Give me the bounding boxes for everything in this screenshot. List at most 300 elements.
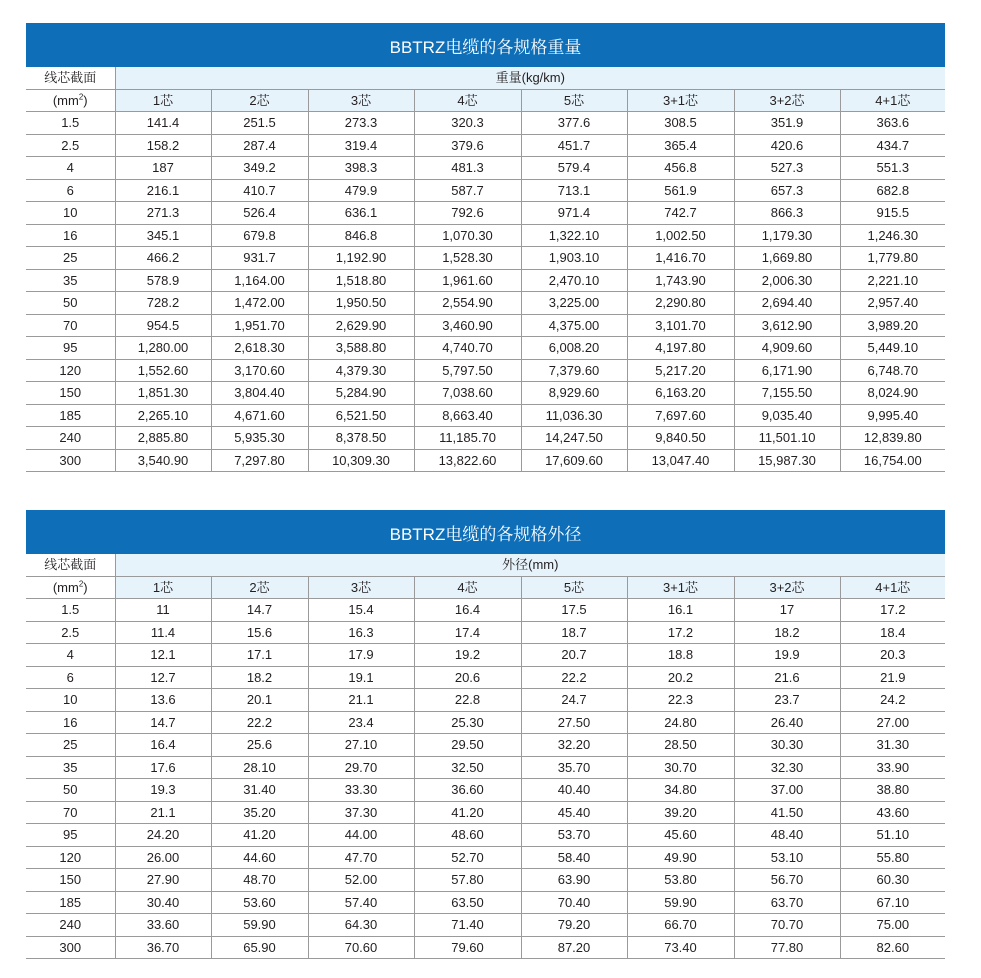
- column-header: 1芯: [115, 89, 211, 112]
- table-cell: 187: [115, 157, 211, 180]
- table-cell: 1,518.80: [308, 269, 414, 292]
- table-row: [26, 666, 945, 689]
- row-section-cell: 10: [26, 689, 115, 712]
- row-section-cell: 50: [26, 292, 115, 315]
- table-cell: 2,694.40: [734, 292, 840, 315]
- row-section-cell: 300: [26, 936, 115, 959]
- table-cell: 4,740.70: [414, 337, 521, 360]
- table-cell: 6,163.20: [627, 382, 734, 405]
- table-cell: 13,822.60: [414, 449, 521, 472]
- table-cell: 35.70: [521, 756, 627, 779]
- table-cell: 11,185.70: [414, 427, 521, 450]
- table-cell: 22.2: [521, 666, 627, 689]
- header-row: [26, 554, 945, 576]
- table-cell: 27.50: [521, 711, 627, 734]
- row-section-cell: 50: [26, 779, 115, 802]
- table-cell: 16.1: [627, 599, 734, 622]
- table-cell: 22.3: [627, 689, 734, 712]
- table-cell: 5,217.20: [627, 359, 734, 382]
- column-header: 3芯: [308, 576, 414, 599]
- table-cell: 41.50: [734, 801, 840, 824]
- table-cell: 578.9: [115, 269, 211, 292]
- row-section-cell: 4: [26, 644, 115, 667]
- table-cell: 2,221.10: [840, 269, 945, 292]
- table-cell: 713.1: [521, 179, 627, 202]
- table-cell: 45.60: [627, 824, 734, 847]
- table-cell: 7,297.80: [211, 449, 308, 472]
- table-cell: 479.9: [308, 179, 414, 202]
- table-cell: 71.40: [414, 914, 521, 937]
- table-cell: 26.40: [734, 711, 840, 734]
- table-cell: 3,101.70: [627, 314, 734, 337]
- table-cell: 31.40: [211, 779, 308, 802]
- table-cell: 3,540.90: [115, 449, 211, 472]
- table-row: [26, 292, 945, 315]
- table-cell: 23.4: [308, 711, 414, 734]
- diameter-table-section: [26, 510, 945, 959]
- table-row: [26, 936, 945, 959]
- table-cell: 28.10: [211, 756, 308, 779]
- table-cell: 158.2: [115, 134, 211, 157]
- table-cell: 16.3: [308, 621, 414, 644]
- weight-table-body: [26, 67, 945, 472]
- table-cell: 17.2: [840, 599, 945, 622]
- table-row: [26, 711, 945, 734]
- row-section-cell: 240: [26, 914, 115, 937]
- table-row: [26, 179, 945, 202]
- table-cell: 1,851.30: [115, 382, 211, 405]
- table-cell: 915.5: [840, 202, 945, 225]
- table-row: [26, 449, 945, 472]
- table-cell: 59.90: [627, 891, 734, 914]
- table-cell: 53.70: [521, 824, 627, 847]
- table-cell: 742.7: [627, 202, 734, 225]
- table-cell: 1,552.60: [115, 359, 211, 382]
- table-cell: 19.2: [414, 644, 521, 667]
- table-cell: 14.7: [211, 599, 308, 622]
- table-cell: 12.7: [115, 666, 211, 689]
- table-row: [26, 134, 945, 157]
- table-cell: 679.8: [211, 224, 308, 247]
- table-cell: 20.3: [840, 644, 945, 667]
- table-cell: 52.70: [414, 846, 521, 869]
- table-cell: 18.8: [627, 644, 734, 667]
- table-cell: 2,265.10: [115, 404, 211, 427]
- table-cell: 6,748.70: [840, 359, 945, 382]
- table-cell: 17.2: [627, 621, 734, 644]
- column-header-row: [26, 576, 945, 599]
- row-section-cell: 35: [26, 269, 115, 292]
- table-cell: 22.8: [414, 689, 521, 712]
- column-header: 4+1芯: [840, 89, 945, 112]
- diameter-table: [26, 554, 945, 959]
- table-cell: 1,961.60: [414, 269, 521, 292]
- diameter-table-body: [26, 554, 945, 959]
- table-cell: 4,671.60: [211, 404, 308, 427]
- table-cell: 11.4: [115, 621, 211, 644]
- table-row: [26, 247, 945, 270]
- table-row: [26, 756, 945, 779]
- table-cell: 141.4: [115, 112, 211, 135]
- table-cell: 1,950.50: [308, 292, 414, 315]
- table-cell: 4,197.80: [627, 337, 734, 360]
- row-section-cell: 16: [26, 224, 115, 247]
- table-cell: 32.50: [414, 756, 521, 779]
- table-cell: 846.8: [308, 224, 414, 247]
- table-cell: 66.70: [627, 914, 734, 937]
- table-cell: 526.4: [211, 202, 308, 225]
- column-header: 3+1芯: [627, 89, 734, 112]
- table-cell: 18.2: [211, 666, 308, 689]
- table-cell: 12,839.80: [840, 427, 945, 450]
- table-cell: 2,006.30: [734, 269, 840, 292]
- table-cell: 1,416.70: [627, 247, 734, 270]
- table-cell: 1,779.80: [840, 247, 945, 270]
- table-cell: 18.7: [521, 621, 627, 644]
- table-cell: 63.50: [414, 891, 521, 914]
- table-cell: 27.90: [115, 869, 211, 892]
- table-cell: 18.2: [734, 621, 840, 644]
- table-cell: 9,035.40: [734, 404, 840, 427]
- table-cell: 75.00: [840, 914, 945, 937]
- unit-superscript: 2: [78, 92, 84, 102]
- table-cell: 43.60: [840, 801, 945, 824]
- table-cell: 17.4: [414, 621, 521, 644]
- table-cell: 53.60: [211, 891, 308, 914]
- table-cell: 1,192.90: [308, 247, 414, 270]
- group-header: 重量(kg/km): [115, 67, 945, 89]
- table-row: [26, 644, 945, 667]
- row-section-cell: 185: [26, 404, 115, 427]
- unit-prefix: (mm: [52, 92, 79, 108]
- row-section-cell: 1.5: [26, 112, 115, 135]
- table-cell: 41.20: [414, 801, 521, 824]
- table-cell: 24.20: [115, 824, 211, 847]
- row-section-cell: 70: [26, 801, 115, 824]
- table-cell: 4,375.00: [521, 314, 627, 337]
- table-cell: 7,379.60: [521, 359, 627, 382]
- table-cell: 60.30: [840, 869, 945, 892]
- table-cell: 38.80: [840, 779, 945, 802]
- table-cell: 23.7: [734, 689, 840, 712]
- table-cell: 55.80: [840, 846, 945, 869]
- table-cell: 2,290.80: [627, 292, 734, 315]
- table-cell: 57.80: [414, 869, 521, 892]
- table-cell: 26.00: [115, 846, 211, 869]
- table-cell: 17.6: [115, 756, 211, 779]
- table-cell: 65.90: [211, 936, 308, 959]
- table-cell: 44.00: [308, 824, 414, 847]
- table-cell: 45.40: [521, 801, 627, 824]
- table-cell: 73.40: [627, 936, 734, 959]
- table-cell: 682.8: [840, 179, 945, 202]
- table-cell: 3,170.60: [211, 359, 308, 382]
- table-cell: 8,024.90: [840, 382, 945, 405]
- column-header: 2芯: [211, 89, 308, 112]
- table-cell: 56.70: [734, 869, 840, 892]
- table-cell: 9,840.50: [627, 427, 734, 450]
- table-row: [26, 269, 945, 292]
- table-cell: 1,743.90: [627, 269, 734, 292]
- table-cell: 77.80: [734, 936, 840, 959]
- table-cell: 48.40: [734, 824, 840, 847]
- table-cell: 954.5: [115, 314, 211, 337]
- table-cell: 587.7: [414, 179, 521, 202]
- table-cell: 728.2: [115, 292, 211, 315]
- table-cell: 79.20: [521, 914, 627, 937]
- table-cell: 17.9: [308, 644, 414, 667]
- table-cell: 21.1: [115, 801, 211, 824]
- column-header: 3+2芯: [734, 576, 840, 599]
- table-cell: 14.7: [115, 711, 211, 734]
- table-cell: 11: [115, 599, 211, 622]
- table-cell: 63.90: [521, 869, 627, 892]
- table-cell: 4,909.60: [734, 337, 840, 360]
- table-cell: 363.6: [840, 112, 945, 135]
- column-header-row: [26, 89, 945, 112]
- table-cell: 434.7: [840, 134, 945, 157]
- table-row: [26, 112, 945, 135]
- table-row: [26, 157, 945, 180]
- table-cell: 63.70: [734, 891, 840, 914]
- table-cell: 19.1: [308, 666, 414, 689]
- row-section-cell: 2.5: [26, 134, 115, 157]
- table-cell: 28.50: [627, 734, 734, 757]
- table-cell: 34.80: [627, 779, 734, 802]
- table-row: [26, 869, 945, 892]
- table-cell: 320.3: [414, 112, 521, 135]
- table-cell: 30.70: [627, 756, 734, 779]
- table-cell: 48.60: [414, 824, 521, 847]
- column-header: 4芯: [414, 576, 521, 599]
- table-row: [26, 779, 945, 802]
- table-cell: 22.2: [211, 711, 308, 734]
- table-cell: 24.7: [521, 689, 627, 712]
- table-cell: 20.6: [414, 666, 521, 689]
- table-cell: 10,309.30: [308, 449, 414, 472]
- table-row: [26, 314, 945, 337]
- table-cell: 59.90: [211, 914, 308, 937]
- table-cell: 21.6: [734, 666, 840, 689]
- table-cell: 29.50: [414, 734, 521, 757]
- table-cell: 1,164.00: [211, 269, 308, 292]
- table-cell: 1,246.30: [840, 224, 945, 247]
- row-section-cell: 150: [26, 869, 115, 892]
- table-cell: 30.30: [734, 734, 840, 757]
- table-cell: 1,669.80: [734, 247, 840, 270]
- table-cell: 19.3: [115, 779, 211, 802]
- table-cell: 7,697.60: [627, 404, 734, 427]
- table-cell: 2,885.80: [115, 427, 211, 450]
- table-cell: 481.3: [414, 157, 521, 180]
- table-cell: 351.9: [734, 112, 840, 135]
- table-cell: 33.60: [115, 914, 211, 937]
- table-cell: 20.1: [211, 689, 308, 712]
- table-cell: 1,903.10: [521, 247, 627, 270]
- row-section-cell: 6: [26, 179, 115, 202]
- table-row: [26, 801, 945, 824]
- table-cell: 931.7: [211, 247, 308, 270]
- table-cell: 7,155.50: [734, 382, 840, 405]
- table-cell: 1,280.00: [115, 337, 211, 360]
- column-header: 4+1芯: [840, 576, 945, 599]
- table-row: [26, 891, 945, 914]
- table-cell: 1,179.30: [734, 224, 840, 247]
- table-cell: 58.40: [521, 846, 627, 869]
- weight-table-section: [26, 23, 945, 472]
- table-cell: 25.30: [414, 711, 521, 734]
- table-cell: 456.8: [627, 157, 734, 180]
- table-row: [26, 914, 945, 937]
- table-cell: 6,521.50: [308, 404, 414, 427]
- table-cell: 13.6: [115, 689, 211, 712]
- table-cell: 82.60: [840, 936, 945, 959]
- table-cell: 24.2: [840, 689, 945, 712]
- table-cell: 29.70: [308, 756, 414, 779]
- table-cell: 70.60: [308, 936, 414, 959]
- table-cell: 5,449.10: [840, 337, 945, 360]
- column-header: 2芯: [211, 576, 308, 599]
- table-cell: 57.40: [308, 891, 414, 914]
- table-cell: 3,989.20: [840, 314, 945, 337]
- table-cell: 15,987.30: [734, 449, 840, 472]
- table-cell: 2,618.30: [211, 337, 308, 360]
- table-cell: 657.3: [734, 179, 840, 202]
- corner-label: 线芯截面: [26, 67, 115, 89]
- table-cell: 49.90: [627, 846, 734, 869]
- row-section-cell: 16: [26, 711, 115, 734]
- table-cell: 27.10: [308, 734, 414, 757]
- table-cell: 64.30: [308, 914, 414, 937]
- table-cell: 27.00: [840, 711, 945, 734]
- table-cell: 16.4: [115, 734, 211, 757]
- table-cell: 271.3: [115, 202, 211, 225]
- table-row: [26, 689, 945, 712]
- table-cell: 70.70: [734, 914, 840, 937]
- table-cell: 420.6: [734, 134, 840, 157]
- table-cell: 216.1: [115, 179, 211, 202]
- unit-superscript: 2: [78, 579, 84, 589]
- table-row: [26, 427, 945, 450]
- table-cell: 17.5: [521, 599, 627, 622]
- table-cell: 16,754.00: [840, 449, 945, 472]
- row-section-cell: 6: [26, 666, 115, 689]
- table-cell: 7,038.60: [414, 382, 521, 405]
- table-row: [26, 337, 945, 360]
- table-cell: 14,247.50: [521, 427, 627, 450]
- row-section-cell: 10: [26, 202, 115, 225]
- table-cell: 636.1: [308, 202, 414, 225]
- row-section-cell: 300: [26, 449, 115, 472]
- table-cell: 377.6: [521, 112, 627, 135]
- table-row: [26, 621, 945, 644]
- table-cell: 31.30: [840, 734, 945, 757]
- table-cell: 3,588.80: [308, 337, 414, 360]
- table-cell: 17.1: [211, 644, 308, 667]
- row-section-cell: 120: [26, 359, 115, 382]
- header-row: [26, 67, 945, 89]
- table-cell: 32.30: [734, 756, 840, 779]
- table-cell: 451.7: [521, 134, 627, 157]
- column-header: 3芯: [308, 89, 414, 112]
- table-cell: 3,612.90: [734, 314, 840, 337]
- table-cell: 9,995.40: [840, 404, 945, 427]
- table-cell: 6,171.90: [734, 359, 840, 382]
- row-section-cell: 120: [26, 846, 115, 869]
- table-cell: 24.80: [627, 711, 734, 734]
- table-row: [26, 224, 945, 247]
- corner-unit: [26, 576, 115, 599]
- group-header: 外径(mm): [115, 554, 945, 576]
- table-row: [26, 202, 945, 225]
- table-cell: 67.10: [840, 891, 945, 914]
- row-section-cell: 1.5: [26, 599, 115, 622]
- table-cell: 579.4: [521, 157, 627, 180]
- table-cell: 36.70: [115, 936, 211, 959]
- table-cell: 308.5: [627, 112, 734, 135]
- table-cell: 8,929.60: [521, 382, 627, 405]
- table-cell: 251.5: [211, 112, 308, 135]
- table-cell: 15.6: [211, 621, 308, 644]
- table-cell: 466.2: [115, 247, 211, 270]
- table-cell: 1,002.50: [627, 224, 734, 247]
- column-header: 5芯: [521, 576, 627, 599]
- table-cell: 561.9: [627, 179, 734, 202]
- table-cell: 2,470.10: [521, 269, 627, 292]
- table-cell: 53.10: [734, 846, 840, 869]
- table-cell: 79.60: [414, 936, 521, 959]
- table-cell: 33.30: [308, 779, 414, 802]
- corner-unit: [26, 89, 115, 112]
- column-header: 5芯: [521, 89, 627, 112]
- table-cell: 13,047.40: [627, 449, 734, 472]
- row-section-cell: 2.5: [26, 621, 115, 644]
- table-cell: 36.60: [414, 779, 521, 802]
- table-cell: 21.1: [308, 689, 414, 712]
- table-cell: 1,472.00: [211, 292, 308, 315]
- row-section-cell: 150: [26, 382, 115, 405]
- table-cell: 12.1: [115, 644, 211, 667]
- row-section-cell: 35: [26, 756, 115, 779]
- table-cell: 398.3: [308, 157, 414, 180]
- row-section-cell: 70: [26, 314, 115, 337]
- table-cell: 53.80: [627, 869, 734, 892]
- table-cell: 379.6: [414, 134, 521, 157]
- table-cell: 1,528.30: [414, 247, 521, 270]
- table-cell: 47.70: [308, 846, 414, 869]
- table-cell: 19.9: [734, 644, 840, 667]
- column-header: 3+1芯: [627, 576, 734, 599]
- table-cell: 37.30: [308, 801, 414, 824]
- table-cell: 2,554.90: [414, 292, 521, 315]
- table-cell: 1,070.30: [414, 224, 521, 247]
- table-cell: 18.4: [840, 621, 945, 644]
- table-cell: 37.00: [734, 779, 840, 802]
- table-cell: 3,460.90: [414, 314, 521, 337]
- row-section-cell: 25: [26, 247, 115, 270]
- table-cell: 866.3: [734, 202, 840, 225]
- row-section-cell: 240: [26, 427, 115, 450]
- table-row: [26, 734, 945, 757]
- table-cell: 25.6: [211, 734, 308, 757]
- table-cell: 971.4: [521, 202, 627, 225]
- table-cell: 87.20: [521, 936, 627, 959]
- table-row: [26, 846, 945, 869]
- table-cell: 2,957.40: [840, 292, 945, 315]
- table-cell: 8,378.50: [308, 427, 414, 450]
- table-cell: 15.4: [308, 599, 414, 622]
- table-cell: 32.20: [521, 734, 627, 757]
